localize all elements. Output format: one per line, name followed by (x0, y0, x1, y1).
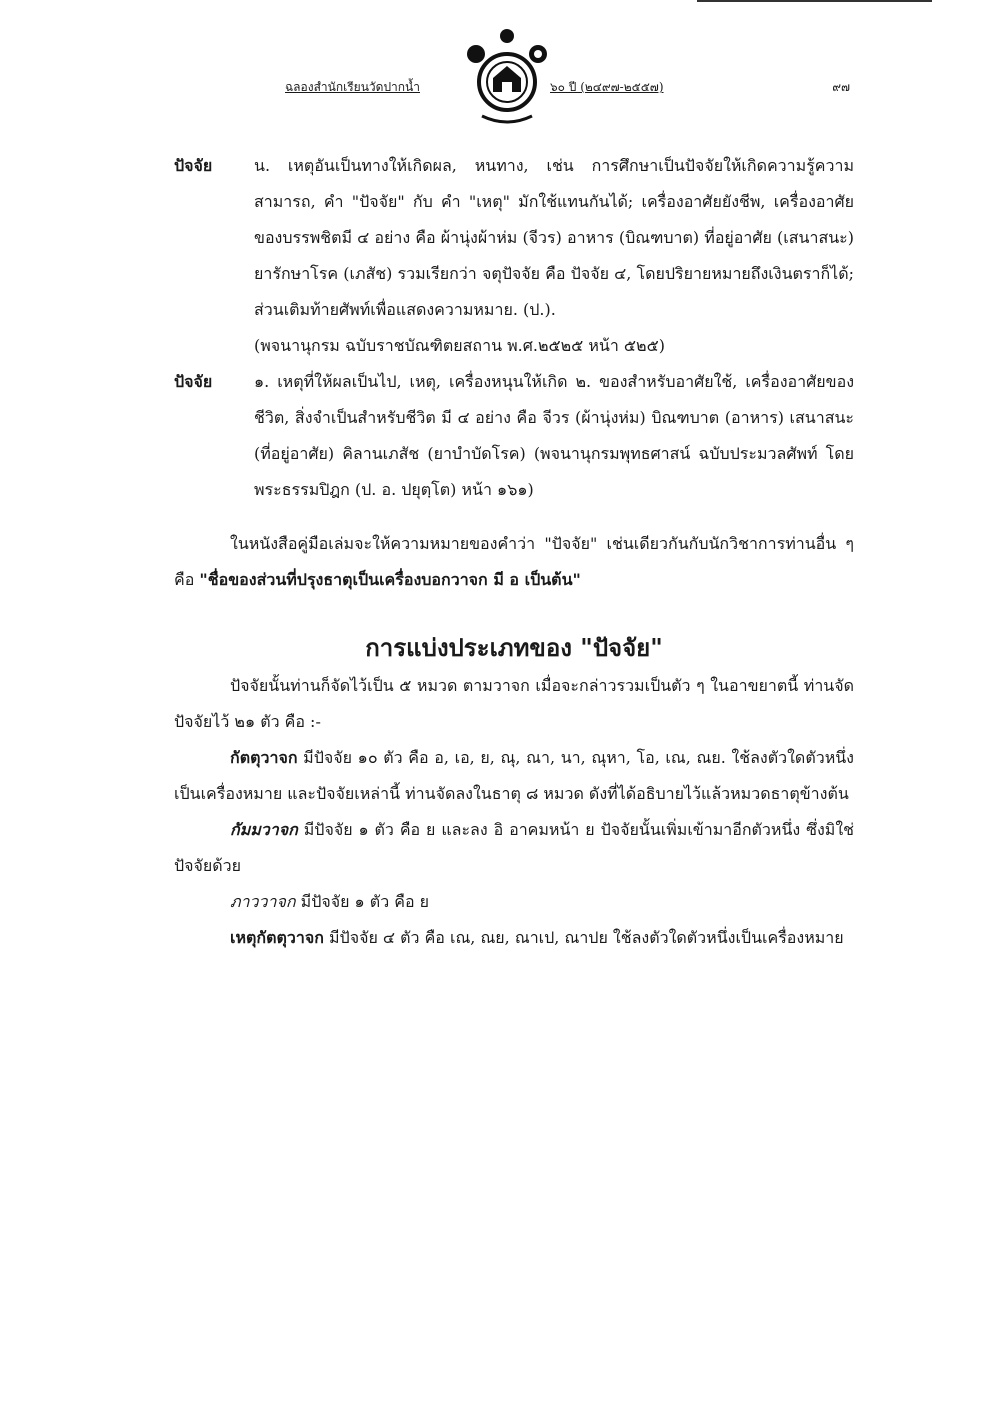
item-text: มีปัจจัย ๔ ตัว คือ เณ, ณย, ณาเป, ณาปย ใช้ลงตัวใดตัวหนึ่งเป็นเครื่องหมาย (329, 928, 844, 947)
definition-reference: (พจนานุกรม ฉบับราชบัณฑิตยสถาน พ.ศ.๒๕๒๕ หน้า ๕๒๕) (254, 336, 665, 355)
list-item (174, 740, 854, 812)
dictionary-entry (174, 364, 854, 508)
section-opening: ปัจจัยนั้นท่านก็จัดไว้เป็น ๕ หมวด ตามวาจก เมื่อจะกล่าวรวมเป็นตัว ๆ ในอาขยาตนี้ ท่านจัดปัจจัยไว้ ๒๑ ตัว คือ :- (174, 676, 854, 731)
definition-text: น. เหตุอันเป็นทางให้เกิดผล, หนทาง, เช่น การศึกษาเป็นปัจจัยให้เกิดความรู้ความสามารถ, คำ "ปัจจัย" กับ คำ "เหตุ" มักใช้แทนกันได้; เครื่องอาศัยยังชีพ, เครื่องอาศัยของบรรพชิตมี ๔ อย่าง คือ ผ้านุ่งผ้าห่ม (จีวร) อาหาร (บิณฑบาต) ที่อยู่อาศัย (เสนาสนะ) ยารักษาโรค (เภสัช) รวมเรียกว่า จตุปัจจัย คือ ปัจจัย ๔, โดยปริยายหมายถึงเงินตราก็ได้; ส่วนเติมท้ายศัพท์เพื่อแสดงความหมาย. (ป.). (254, 156, 854, 319)
intro-paragraph (174, 526, 854, 598)
page-number: ๙๗ (832, 80, 850, 94)
item-label: กัตตุวาจก (230, 748, 298, 767)
entry-term: ปัจจัย (174, 156, 213, 175)
section-title: การแบ่งประเภทของ "ปัจจัย" (365, 633, 663, 662)
header-anniversary: ๖๐ ปี (๒๔๙๗-๒๕๕๗) (550, 80, 664, 94)
item-label: ภาววาจก (230, 892, 296, 911)
entry-definition: ๑. เหตุที่ให้ผลเป็นไป, เหตุ, เครื่องหนุนให้เกิด ๒. ของสำหรับอาศัยใช้, เครื่องอาศัยของชีวิต, สิ่งจำเป็นสำหรับชีวิต มี ๔ อย่าง คือ จีวร (ผ้านุ่งห่ม) บิณฑบาต (อาหาร) เสนาสนะ (ที่อยู่อาศัย) คิลานเภสัช (ยาบำบัดโรค) (พจนานุกรมพุทธศาสน์ ฉบับประมวลศัพท์ โดย พระธรรมปิฎก (ป. อ. ปยุตฺโต) หน้า ๑๖๑) (254, 372, 854, 499)
item-text: มีปัจจัย ๑ ตัว คือ ย และลง อิ อาคมหน้า ย ปัจจัยนั้นเพิ่มเข้ามาอีกตัวหนึ่ง ซึ่งมิใช่ปัจจัยด้วย (174, 820, 855, 875)
header-title: ฉลองสำนักเรียนวัดปากน้ำ (285, 80, 420, 94)
item-text: มีปัจจัย ๑๐ ตัว คือ อ, เอ, ย, ณุ, ณา, นา, ณุหา, โอ, เณ, ณย. ใช้ลงตัวใดตัวหนึ่งเป็นเครื่องหมาย และปัจจัยเหล่านี้ ท่านจัดลงในธาตุ ๘ หมวด ดังที่ได้อธิบายไว้แล้วหมวดธาตุข้างต้น (174, 748, 854, 803)
list-item (174, 812, 854, 884)
top-edge-rule (697, 0, 932, 2)
item-text: มีปัจจัย ๑ ตัว คือ ย (300, 892, 430, 911)
temple-seal-icon (462, 28, 552, 128)
intro-text: ในหนังสือคู่มือเล่มจะให้ความหมายของคำว่า "ปัจจัย" เช่นเดียวกันกับนักวิชาการท่านอื่น ๆ คือ (174, 534, 854, 589)
page-header (170, 28, 850, 128)
entry-term: ปัจจัย (174, 372, 213, 391)
page-body (174, 148, 854, 956)
item-label: เหตุกัตตุวาจก (230, 928, 324, 947)
list-item (174, 920, 854, 956)
dictionary-entry (174, 148, 854, 364)
intro-quote: "ชื่อของส่วนที่ปรุงธาตุเป็นเครื่องบอกวาจก มี อ เป็นต้น" (199, 570, 581, 589)
item-label: กัมมวาจก (230, 820, 298, 839)
entry-definition (254, 148, 854, 364)
list-item (174, 884, 854, 920)
